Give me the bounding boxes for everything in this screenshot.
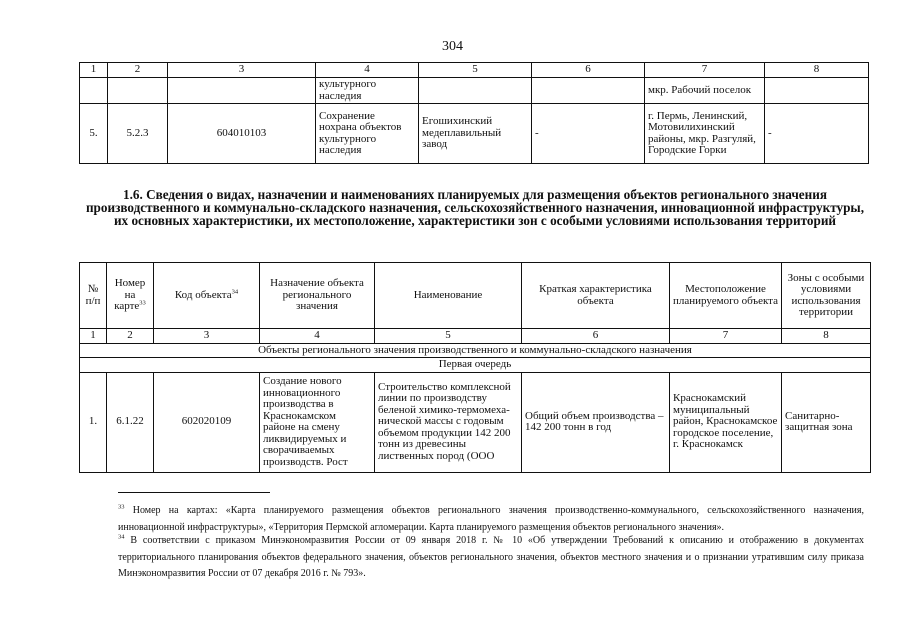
col-header-purpose: Назначение объекта регионального значения	[260, 263, 375, 329]
group-title-row	[80, 343, 871, 358]
col-number: 6	[522, 329, 670, 344]
footnote-text: В соответствии с приказом Минэкономразвития России от 09 января 2018 г. № 10 «Об утверждении Требований к описанию и отображению в документах территориального планирования объектов федерального значения, объектов регионального значения, объектов местного значения и о признании утратившим силу приказа Минэкономразвития России от 07 декабря 2016 г. № 793».	[118, 535, 865, 579]
table-cell: 602020109	[154, 372, 260, 472]
footnote-33	[118, 503, 864, 536]
col-header-char: Краткая характеристика объекта	[522, 263, 670, 329]
col-header-code: Код объекта$^{34}$	[154, 263, 260, 329]
col-number: 8	[782, 329, 871, 344]
col-header-location: Местоположение планируемого объекта	[670, 263, 782, 329]
table-header-row	[80, 63, 869, 78]
col-header: 6	[532, 63, 645, 78]
table-cell: Егошихинский медеплавильный завод	[419, 104, 532, 164]
table-cell: -	[532, 104, 645, 164]
table-cell: Создание нового инновационного производства в Краснокамском районе на смену ликвидируемых и сворачиваемых производств. Рост	[260, 372, 375, 472]
table-cell: г. Пермь, Ленинский, Мотовилихинский районы, мкр. Разгуляй, Городские Горки	[645, 104, 765, 164]
col-number: 5	[375, 329, 522, 344]
table-header-row	[80, 263, 871, 329]
col-header: 3	[168, 63, 316, 78]
table-cell: 604010103	[168, 104, 316, 164]
table-cell: мкр. Рабочий поселок	[645, 78, 765, 104]
table-cell: Санитарно-защитная зона	[782, 372, 871, 472]
col-number: 4	[260, 329, 375, 344]
col-header: 1	[80, 63, 108, 78]
table-number-row	[80, 329, 871, 344]
footnote-divider	[118, 492, 270, 493]
table-cell: 6.1.22	[107, 372, 154, 472]
col-number: 7	[670, 329, 782, 344]
footnote-mark: 34	[118, 533, 125, 541]
footnote-ref: 34	[231, 288, 239, 296]
col-header-num: № п/п	[80, 263, 107, 329]
col-header: 5	[419, 63, 532, 78]
footnote-34	[118, 533, 864, 583]
table-cell: 1.	[80, 372, 107, 472]
table-cell: Общий объем производства – 142 200 тонн в год	[522, 372, 670, 472]
table-cell: 5.	[80, 104, 108, 164]
col-header-name: Наименование	[375, 263, 522, 329]
section-heading: 1.6. Сведения о видах, назначении и наименованиях планируемых для размещения объектов регионального значения производственного и коммунально-складского назначения, сельскохозяйственного назначения, инновационной инфраструктуры, их основных характеристики, их местоположение, характеристики зон с особыми условиями использования территорий	[85, 187, 865, 228]
col-header: 7	[645, 63, 765, 78]
table-row	[80, 104, 869, 164]
table-cell: 5.2.3	[108, 104, 168, 164]
col-number: 1	[80, 329, 107, 344]
queue-row	[80, 358, 871, 373]
col-header-zone: Зоны с особыми условиями использования территории	[782, 263, 871, 329]
objects-table	[79, 262, 871, 473]
col-header: 2	[108, 63, 168, 78]
table-row	[80, 372, 871, 472]
table-cell: Краснокамский муниципальный район, Краснокамское городское поселение, г. Краснокамск	[670, 372, 782, 472]
col-number: 2	[107, 329, 154, 344]
table-cell: Строительство комплексной линии по производству беленой химико-термомеха-нической массы с годовым объемом продукции 142 200 тонн из древесины лиственных пород (ООО	[375, 372, 522, 472]
table-cell: культурного наследия	[316, 78, 419, 104]
table-row	[80, 78, 869, 104]
queue-label: Первая очередь	[80, 358, 871, 373]
footnote-ref: 33	[139, 299, 146, 307]
group-title: Объекты регионального значения производственного и коммунально-складского назначения	[80, 343, 871, 358]
col-header-map: Номер на карте$^{33}$	[107, 263, 154, 329]
footnote-text: Номер на картах: «Карта планируемого размещения объектов регионального значения производственно-коммунального, сельскохозяйственного назначения, инновационной инфраструктуры», «Территория Пермской агломерации. Карта планируемого размещения объектов регионального значения».	[118, 505, 865, 533]
table-cell: Сохранение нохрана объектов культурного наследия	[316, 104, 419, 164]
page-number: 304	[442, 39, 463, 54]
col-header: 8	[765, 63, 869, 78]
continuation-table	[79, 62, 869, 164]
table-cell: -	[765, 104, 869, 164]
footnote-mark: 33	[118, 503, 125, 511]
col-number: 3	[154, 329, 260, 344]
col-header: 4	[316, 63, 419, 78]
